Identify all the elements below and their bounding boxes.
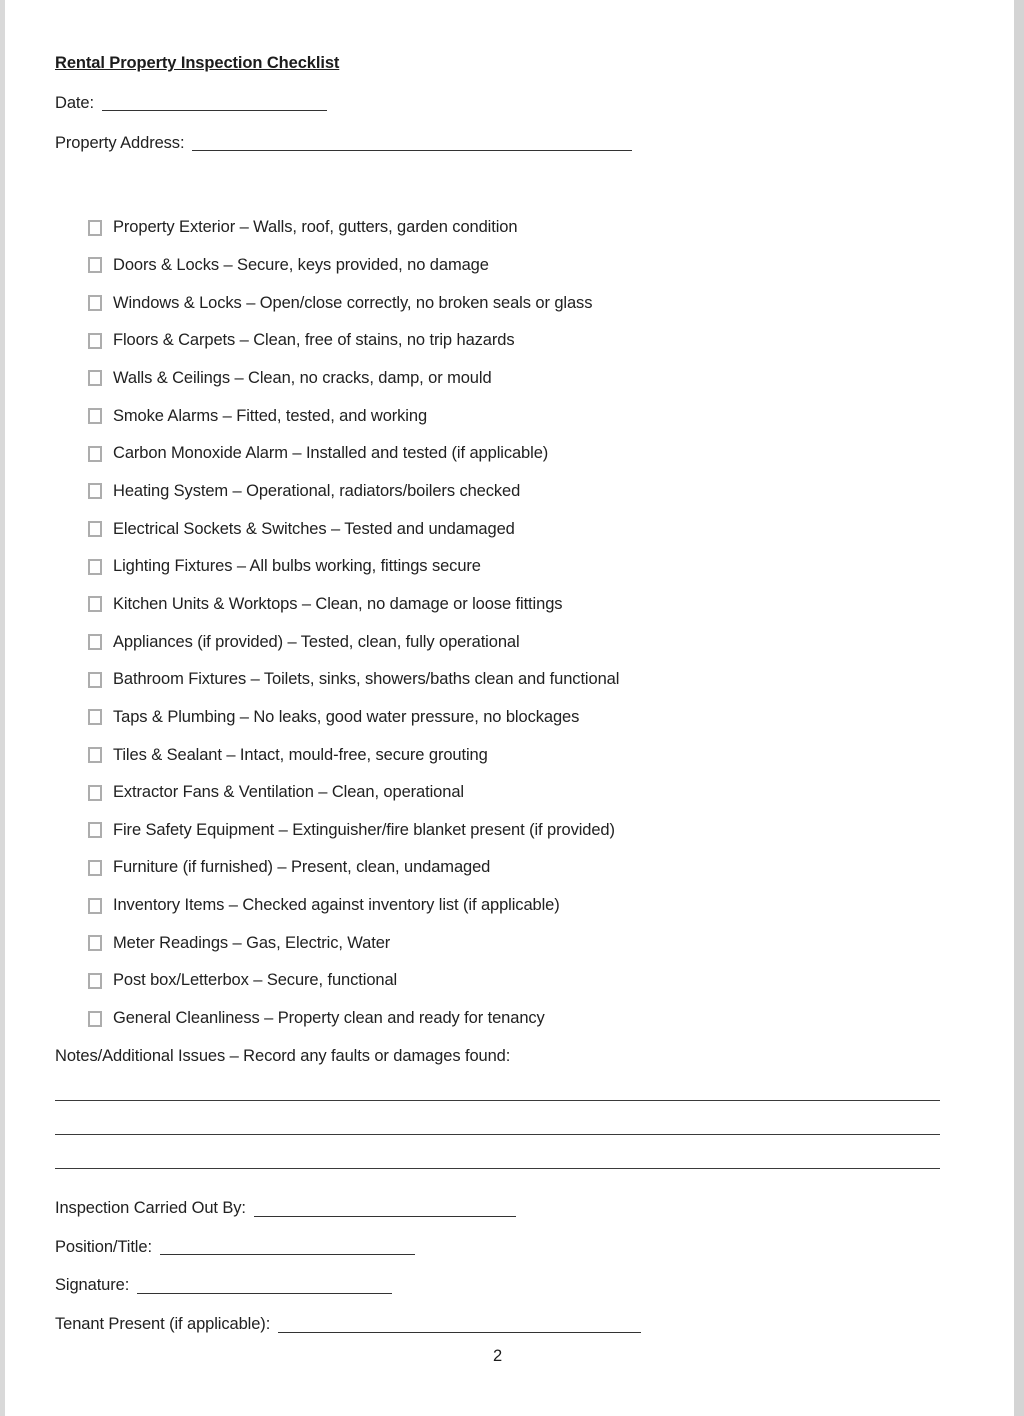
checkbox[interactable]	[88, 446, 102, 462]
checklist-item	[88, 736, 940, 774]
checklist-item-label: Heating System – Operational, radiators/boilers checked	[113, 481, 521, 500]
checklist-item	[88, 661, 940, 699]
checkbox[interactable]	[88, 973, 102, 989]
checklist-item-label: Carbon Monoxide Alarm – Installed and tested (if applicable)	[113, 444, 549, 463]
checklist-item-label: Lighting Fixtures – All bulbs working, fittings secure	[113, 557, 481, 576]
checklist-item	[88, 887, 940, 925]
checkbox[interactable]	[88, 220, 102, 236]
checklist-item-label: Smoke Alarms – Fitted, tested, and working	[113, 406, 428, 425]
tenant-present-label: Tenant Present (if applicable):	[55, 1315, 271, 1334]
page-title: Rental Property Inspection Checklist	[55, 54, 340, 72]
checklist-item	[88, 473, 940, 511]
checklist-item-label: Tiles & Sealant – Intact, mould-free, secure grouting	[113, 745, 488, 764]
checklist-item-label: Post box/Letterbox – Secure, functional	[113, 971, 398, 990]
checkbox[interactable]	[88, 822, 102, 838]
position-title-label: Position/Title:	[55, 1237, 152, 1256]
notes-blank-line-2[interactable]	[55, 1101, 940, 1135]
page-number: 2	[492, 1346, 503, 1365]
scan-edge-right	[1014, 0, 1024, 1416]
checklist-item-label: Furniture (if furnished) – Present, clean, undamaged	[113, 858, 491, 877]
checklist-item	[88, 924, 940, 962]
checklist-item-label: Appliances (if provided) – Tested, clean, fully operational	[113, 632, 520, 651]
checklist-item-label: Property Exterior – Walls, roof, gutters, garden condition	[113, 218, 518, 237]
checklist-item	[88, 209, 940, 247]
inspection-checklist	[55, 209, 940, 1037]
scan-edge-left	[0, 0, 5, 1416]
checkbox[interactable]	[88, 257, 102, 273]
checklist-item-label: Taps & Plumbing – No leaks, good water pressure, no blockages	[113, 707, 580, 726]
notes-blank-line-3[interactable]	[55, 1135, 940, 1169]
checkbox[interactable]	[88, 747, 102, 763]
checklist-item-label: Electrical Sockets & Switches – Tested and undamaged	[113, 519, 515, 538]
signature-label: Signature:	[55, 1276, 130, 1295]
property-address-blank-line[interactable]	[192, 149, 632, 151]
date-label: Date:	[55, 93, 94, 112]
checklist-item	[88, 247, 940, 285]
inspector-field-row	[55, 1189, 940, 1228]
checklist-item-label: Doors & Locks – Secure, keys provided, no damage	[113, 255, 489, 274]
notes-section-label: Notes/Additional Issues – Record any faults or damages found:	[55, 1047, 511, 1066]
inspector-label: Inspection Carried Out By:	[55, 1199, 246, 1218]
checkbox[interactable]	[88, 333, 102, 349]
checkbox[interactable]	[88, 634, 102, 650]
checklist-item-label: Meter Readings – Gas, Electric, Water	[113, 933, 391, 952]
checkbox[interactable]	[88, 860, 102, 876]
checkbox[interactable]	[88, 521, 102, 537]
checklist-item-label: Inventory Items – Checked against inventory list (if applicable)	[113, 896, 560, 915]
inspector-blank-line[interactable]	[254, 1215, 516, 1217]
tenant-present-field-row	[55, 1305, 940, 1344]
checklist-item	[88, 812, 940, 850]
checklist-item-label: General Cleanliness – Property clean and ready for tenancy	[113, 1009, 545, 1028]
signature-blank-line[interactable]	[137, 1292, 392, 1294]
property-address-field-row	[55, 131, 940, 155]
checkbox[interactable]	[88, 935, 102, 951]
checklist-item-label: Windows & Locks – Open/close correctly, no broken seals or glass	[113, 293, 593, 312]
checklist-item	[88, 623, 940, 661]
checklist-item-label: Bathroom Fixtures – Toilets, sinks, showers/baths clean and functional	[113, 670, 620, 689]
checkbox[interactable]	[88, 898, 102, 914]
checkbox[interactable]	[88, 596, 102, 612]
checklist-item	[88, 962, 940, 1000]
tenant-present-blank-line[interactable]	[278, 1331, 641, 1333]
checklist-item	[88, 360, 940, 398]
property-address-label: Property Address:	[55, 133, 185, 152]
checklist-item	[88, 397, 940, 435]
signature-section	[55, 1189, 940, 1343]
checklist-item-label: Floors & Carpets – Clean, free of stains, no trip hazards	[113, 331, 515, 350]
checklist-item-label: Fire Safety Equipment – Extinguisher/fire blanket present (if provided)	[113, 820, 615, 839]
checklist-item	[88, 849, 940, 887]
position-title-field-row	[55, 1228, 940, 1267]
signature-field-row	[55, 1267, 940, 1306]
date-field-row	[55, 91, 940, 115]
page-content	[55, 54, 940, 1366]
checklist-item	[88, 586, 940, 624]
checkbox[interactable]	[88, 483, 102, 499]
checklist-item	[88, 510, 940, 548]
checkbox[interactable]	[88, 672, 102, 688]
checkbox[interactable]	[88, 1011, 102, 1027]
checklist-item	[88, 322, 940, 360]
checklist-item	[88, 435, 940, 473]
notes-blank-line-1[interactable]	[55, 1067, 940, 1101]
checklist-item-label: Walls & Ceilings – Clean, no cracks, damp, or mould	[113, 368, 492, 387]
checklist-item-label: Extractor Fans & Ventilation – Clean, operational	[113, 783, 464, 802]
date-blank-line[interactable]	[102, 109, 327, 111]
checkbox[interactable]	[88, 559, 102, 575]
checkbox[interactable]	[88, 709, 102, 725]
checkbox[interactable]	[88, 785, 102, 801]
checklist-item	[88, 548, 940, 586]
checkbox[interactable]	[88, 370, 102, 386]
checklist-item	[88, 699, 940, 737]
checklist-item-label: Kitchen Units & Worktops – Clean, no damage or loose fittings	[113, 594, 563, 613]
checkbox[interactable]	[88, 408, 102, 424]
checklist-item	[88, 1000, 940, 1038]
checklist-item	[88, 284, 940, 322]
checklist-item	[88, 774, 940, 812]
position-title-blank-line[interactable]	[160, 1253, 415, 1255]
checkbox[interactable]	[88, 295, 102, 311]
